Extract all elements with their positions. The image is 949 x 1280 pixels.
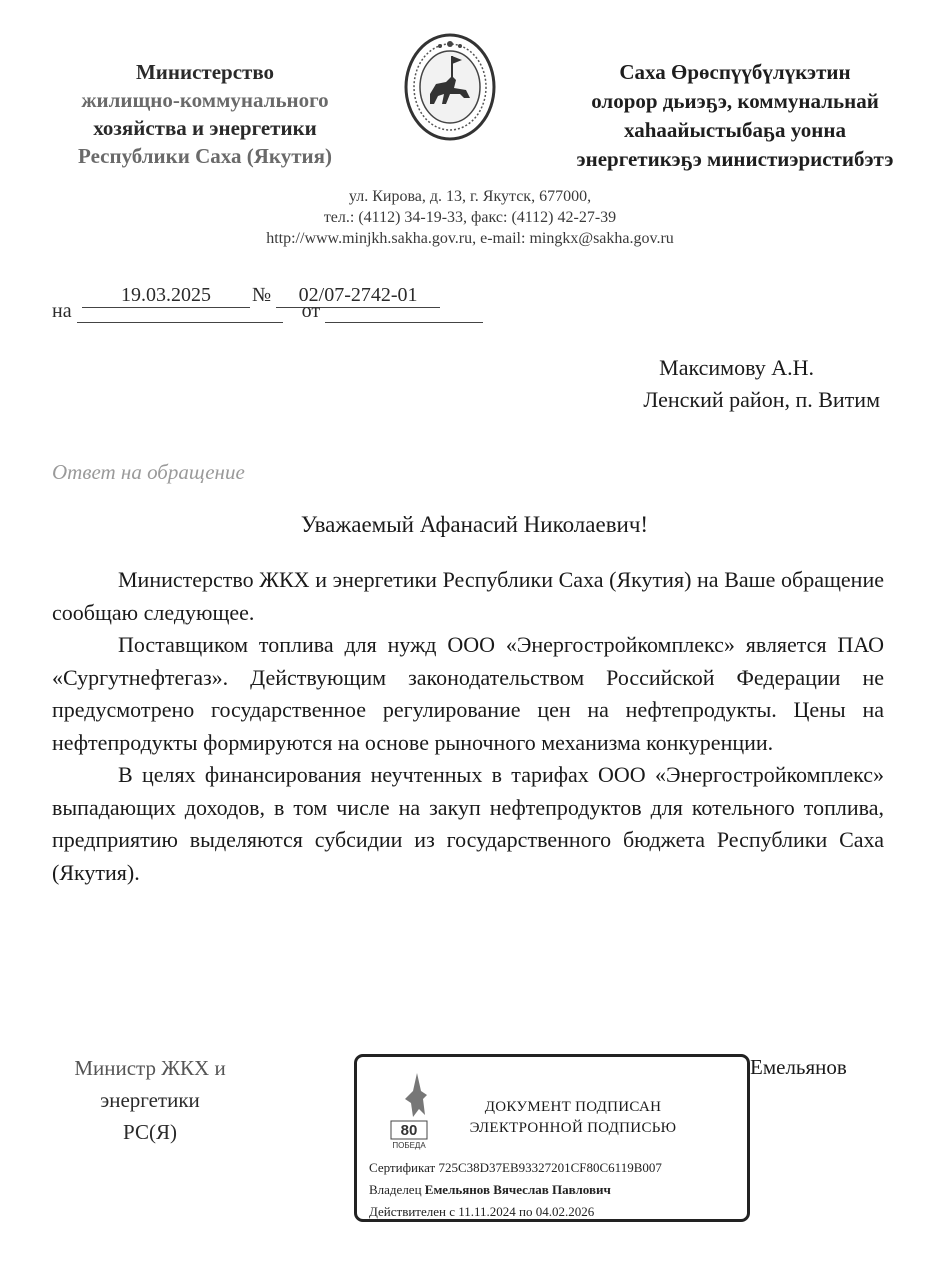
stamp-title — [453, 1097, 693, 1139]
phone-line: тел.: (4112) 34-19-33, факс: (4112) 42-27-39 — [323, 209, 617, 226]
ministry-name-sakha-line: олорор дьиэҕэ, коммунальнай — [591, 89, 879, 113]
contact-info — [190, 186, 750, 249]
body-paragraph: Министерство ЖКХ и энергетики Республики Саха (Якутия) на Ваше обращение сообщаю следующее. — [52, 567, 884, 625]
reference-blank — [77, 302, 283, 323]
from-label: от — [301, 300, 321, 322]
from-blank — [325, 302, 483, 323]
reference-row — [52, 300, 483, 323]
ministry-name-ru-line: Республики Саха (Якутия) — [78, 144, 332, 168]
addressee-name: Максимову А.Н. — [659, 355, 814, 380]
signer-name: Емельянов — [750, 1055, 847, 1079]
coat-of-arms-icon — [402, 32, 498, 142]
valid-to: 04.02.2026 — [535, 1204, 595, 1219]
ministry-name-ru — [40, 58, 370, 170]
ministry-name-sakha — [555, 58, 915, 174]
ministry-name-ru-line: Министерство — [135, 60, 275, 84]
validity-label: Действителен с — [369, 1204, 455, 1219]
electronic-signature-stamp — [354, 1054, 750, 1222]
owner-value: Емельянов Вячеслав Павлович — [424, 1182, 611, 1197]
victory-80-logo-icon — [383, 1069, 443, 1151]
ministry-name-ru-line: хозяйства и энергетики — [93, 116, 317, 140]
address-line: ул. Кирова, д. 13, г. Якутск, 677000, — [348, 188, 592, 205]
addressee-block — [540, 352, 880, 416]
letter-subject: Ответ на обращение — [52, 460, 245, 484]
stamp-title-line: ДОКУМЕНТ ПОДПИСАН — [484, 1099, 662, 1115]
body-paragraph: В целях финансирования неучтенных в тарифах ООО «Энергостройкомплекс» выпадающих доходов, в том числе на закуп нефтепродуктов для котельного топлива, предприятию выделяются субсидии из государственного бюджета Республики Саха (Якутия). — [52, 762, 884, 885]
signer-position — [50, 1052, 250, 1148]
web-email-line: http://www.minjkh.sakha.gov.ru, e-mail: mingkx@sakha.gov.ru — [266, 230, 674, 247]
certificate-label: Сертификат — [369, 1160, 436, 1175]
ministry-name-sakha-line: энергетикэҕэ министиэристибэтэ — [576, 147, 894, 171]
validity-row — [369, 1201, 662, 1223]
stamp-title-line: ЭЛЕКТРОННОЙ ПОДПИСЬЮ — [469, 1120, 677, 1136]
valid-from: 11.11.2024 — [458, 1204, 516, 1219]
logo-number: 80 — [400, 1122, 418, 1139]
signer-position-line: РС(Я) — [123, 1120, 177, 1144]
registration-date: 19.03.2025 — [82, 284, 250, 308]
number-label: № — [252, 284, 272, 306]
owner-row — [369, 1179, 662, 1201]
registration-number: 02/07-2742-01 — [276, 284, 440, 308]
letter-body — [52, 564, 884, 889]
greeting: Уважаемый Афанасий Николаевич! — [300, 512, 649, 537]
reference-label: на — [52, 300, 72, 322]
ministry-name-ru-line: жилищно-коммунального — [81, 88, 329, 112]
valid-to-label: по — [519, 1204, 533, 1219]
signer-position-line: энергетики — [100, 1088, 200, 1112]
addressee-location: Ленский район, п. Витим — [643, 387, 880, 412]
signer-position-line: Министр ЖКХ и — [74, 1056, 226, 1080]
logo-caption: ПОБЕДА — [392, 1141, 426, 1150]
certificate-row — [369, 1157, 662, 1179]
stamp-details — [369, 1157, 662, 1223]
owner-label: Владелец — [369, 1182, 422, 1197]
body-paragraph: Поставщиком топлива для нужд ООО «Энергостройкомплекс» является ПАО «Сургутнефтегаз». Действующим законодательством Российской Федерации не предусмотрено государственное регулирование цен на нефтепродукты. Цены на нефтепродукты формируются на основе рыночного механизма конкуренции. — [52, 632, 884, 755]
ministry-name-sakha-line: хаһаайыстыбаҕа уонна — [624, 118, 846, 142]
ministry-name-sakha-line: Саха Өрөспүүбүлүкэтин — [619, 60, 851, 84]
certificate-value: 725C38D37EB93327201CF80C6119B007 — [438, 1160, 662, 1175]
